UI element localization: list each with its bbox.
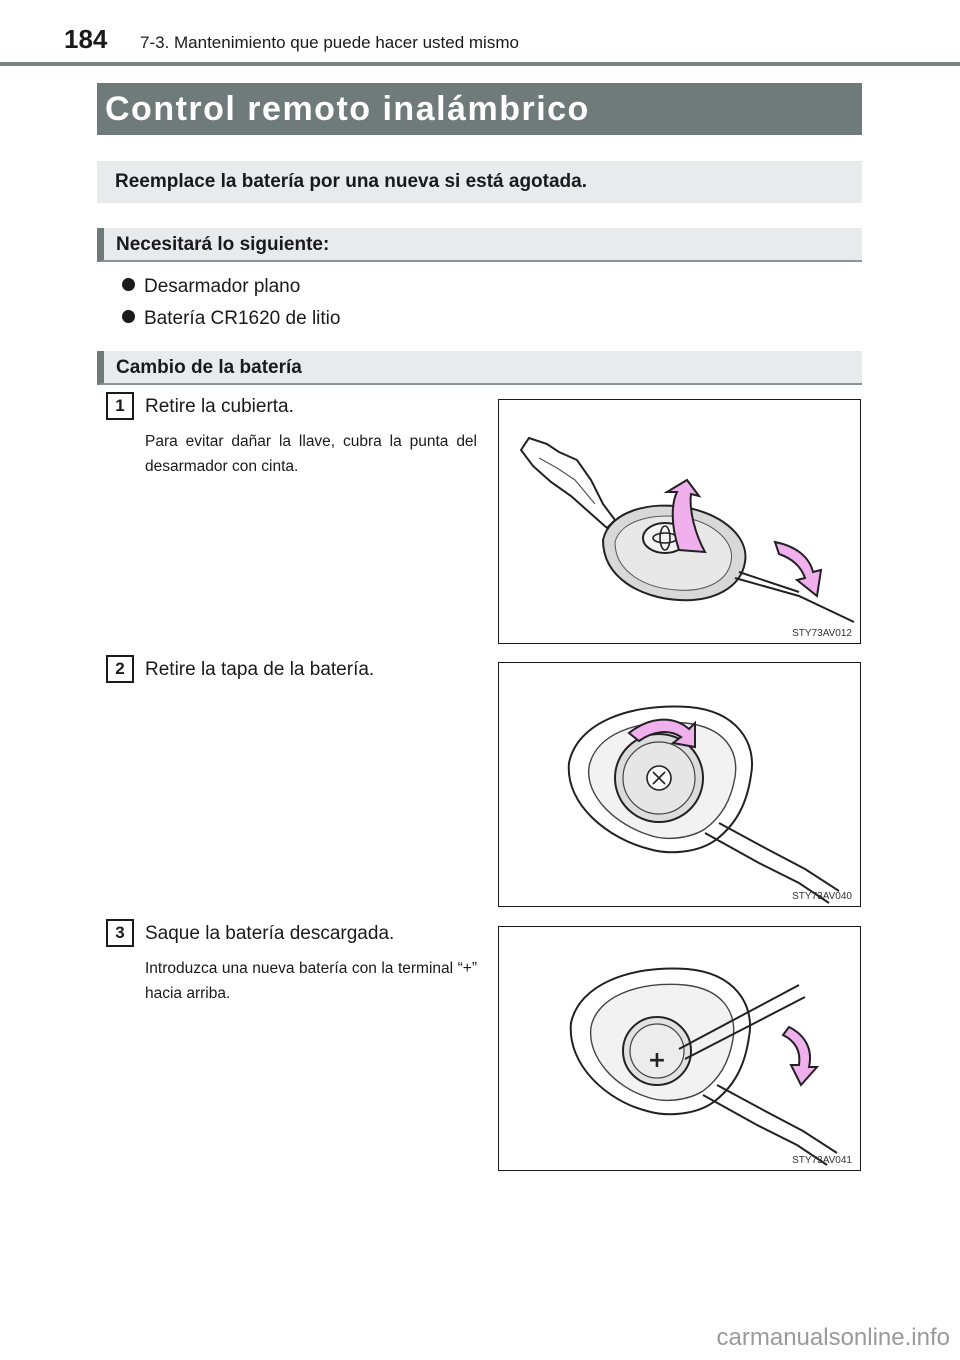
key-cover-illustration [499,400,862,645]
intro-box: Reemplace la batería por una nueva si está agotada. [97,161,862,203]
figure-remove-battery-cap [498,662,861,907]
remove-battery-illustration [499,927,862,1172]
page-number: 184 [64,24,108,54]
figure-code: STY73AV041 [792,1155,852,1166]
step-2-number: 2 [106,655,134,683]
change-heading: Cambio de la batería [97,351,862,385]
figure-remove-battery [498,926,861,1171]
step-2-title: Retire la tapa de la batería. [145,659,375,680]
figure-code: STY73AV012 [792,628,852,639]
chapter-title: 7-3. Mantenimiento que puede hacer usted mismo [140,33,519,52]
step-1-number: 1 [106,392,134,420]
step-3-title: Saque la batería descargada. [145,923,395,944]
battery-cap-illustration [499,663,862,908]
step-3-description: Introduzca una nueva batería con la terminal “+” hacia arriba. [145,960,477,1002]
step-1-title: Retire la cubierta. [145,396,294,417]
step-1-description: Para evitar dañar la llave, cubra la punta del desarmador con cinta. [145,433,477,475]
page-title: Control remoto inalámbrico [97,83,862,135]
watermark: carmanualsonline.info [716,1324,950,1351]
step-3-number: 3 [106,919,134,947]
figure-remove-cover [498,399,861,644]
list-item: Desarmador plano [122,276,300,298]
battery-plus-mark: + [647,1048,667,1073]
needs-heading: Necesitará lo siguiente: [97,228,862,262]
list-item: Batería CR1620 de litio [122,308,340,330]
figure-code: STY73AV040 [792,891,852,902]
bullet-icon [122,310,135,323]
bullet-icon [122,278,135,291]
header-rule [0,62,960,66]
